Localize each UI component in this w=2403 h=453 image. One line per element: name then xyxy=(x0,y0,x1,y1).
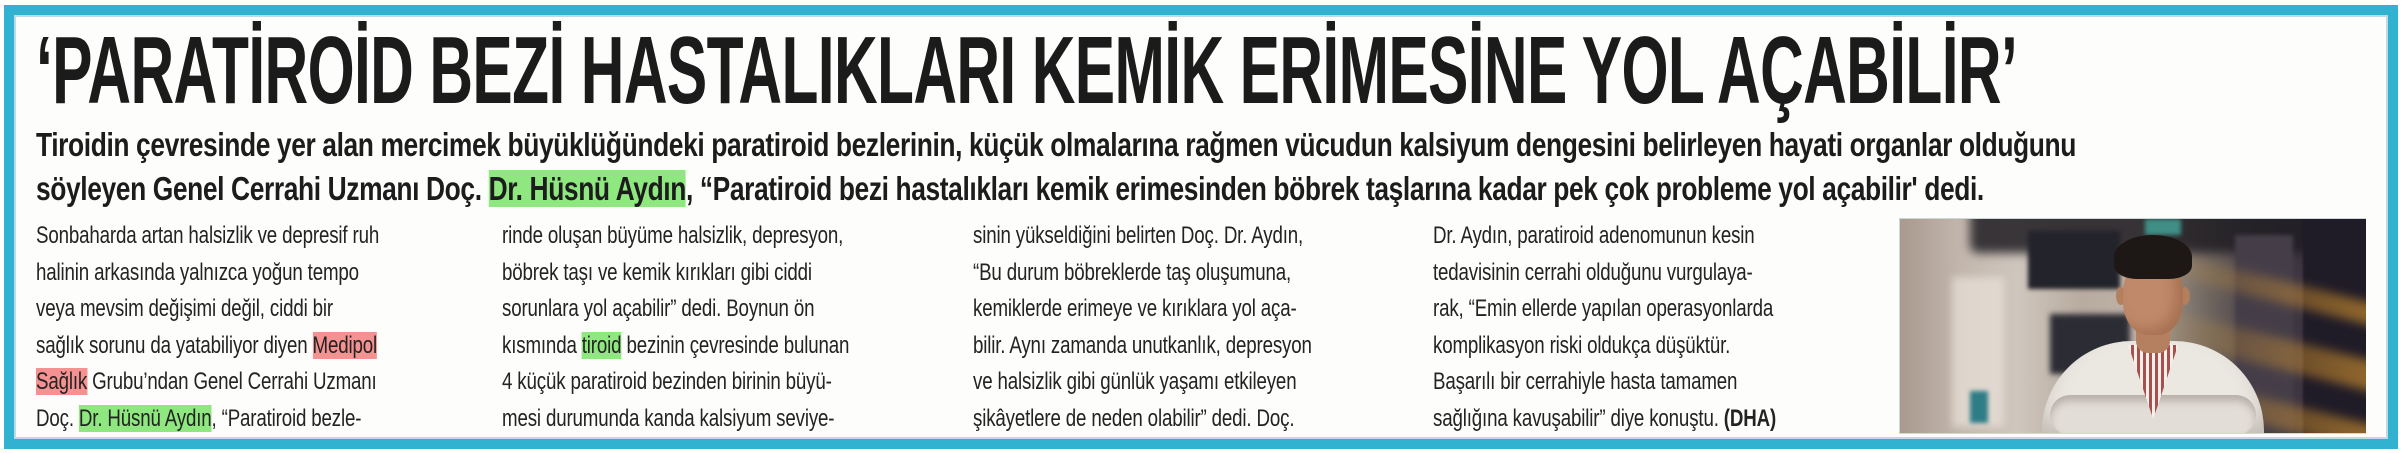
article-column-4 xyxy=(1433,218,1873,435)
article-column-4-text xyxy=(1433,218,1872,435)
text-line xyxy=(1433,401,1872,436)
subheadline-line2-text xyxy=(36,167,1984,211)
text-segment: bilir. Aynı zamanda unutkanlık, depresyon xyxy=(973,331,1312,359)
text-line xyxy=(973,364,1407,401)
highlighted-text: Sağlık xyxy=(36,368,88,395)
subheadline-line1 xyxy=(36,123,2366,167)
text-segment: Dr. Aydın, paratiroid adenomunun kesin xyxy=(1433,222,1755,249)
text-segment: bezinin çevresinde bulunan xyxy=(621,331,850,359)
subheadline-line1-text xyxy=(36,123,2076,167)
article-column-1 xyxy=(36,218,476,435)
text-line xyxy=(1433,328,1872,365)
highlighted-text: Dr. Hüsnü Aydın xyxy=(78,404,212,432)
text-segment: rak, “Emin ellerde yapılan operasyonlarda xyxy=(1433,295,1774,322)
text-segment: tedavisinin cerrahi olduğunu vurgulaya- xyxy=(1433,258,1754,286)
text-line xyxy=(502,364,947,401)
text-line xyxy=(502,255,947,292)
clip-frame xyxy=(4,5,2398,449)
article-column-1-text xyxy=(36,218,475,435)
text-segment: Tiroidin çevresinde yer alan mercimek büyüklüğündeki paratiroid bezlerinin, küçük olmalarına rağmen vücudun kalsiyum dengesini belirleyen hayati organlar olduğunu xyxy=(36,126,2076,163)
text-line xyxy=(36,291,475,328)
photo-ceiling-vent xyxy=(2145,219,2181,235)
text-line xyxy=(1433,255,1872,292)
text-line xyxy=(1433,291,1872,328)
text-segment: 4 küçük paratiroid bezinden birinin büyü- xyxy=(501,368,832,395)
text-line xyxy=(36,328,475,365)
text-segment: kemiklerde erimeye ve kırıklara yol aça- xyxy=(973,295,1297,322)
article-column-3 xyxy=(973,218,1407,435)
text-line xyxy=(36,255,475,292)
article-column-3-text xyxy=(973,218,1407,435)
article-column-2 xyxy=(502,218,947,435)
text-segment: komplikasyon riski oldukça düşüktür. xyxy=(1433,331,1731,359)
text-segment: sağlığına kavuşabilir” diye konuştu. xyxy=(1433,404,1725,432)
article-column-2-text xyxy=(502,218,947,435)
text-line xyxy=(36,218,475,255)
text-line xyxy=(502,291,947,328)
subheadline xyxy=(36,123,2366,211)
text-line xyxy=(36,401,475,436)
text-segment: , “Paratiroid bezle- xyxy=(211,404,362,432)
text-segment: sağlık sorunu da yatabiliyor diyen xyxy=(36,331,313,359)
text-line xyxy=(973,401,1407,436)
doctor-hair xyxy=(2114,235,2192,279)
text-segment: Başarılı bir cerrahiyle hasta tamamen xyxy=(1433,368,1738,395)
text-segment: “Bu durum böbreklerde taş oluşumuna, xyxy=(973,258,1292,286)
text-segment: mesi durumunda kanda kalsiyum seviye- xyxy=(501,404,835,432)
text-line xyxy=(973,218,1407,255)
highlighted-text: Medipol xyxy=(312,331,378,359)
text-segment: böbrek taşı ve kemik kırıkları gibi ciddi xyxy=(501,258,812,286)
text-line xyxy=(502,401,947,436)
headline-text: ‘PARATİROİD BEZİ HASTALIKLARI KEMİK ERİMESİNE YOL AÇABİLİR’ xyxy=(36,17,2018,124)
text-segment: sinin yükseldiğini belirten Doç. Dr. Aydın, xyxy=(973,222,1304,249)
text-line xyxy=(502,328,947,365)
doctor-photo xyxy=(1899,218,2366,434)
photo-bottle xyxy=(1970,391,1988,423)
highlighted-text: tiroid xyxy=(581,331,622,359)
text-line xyxy=(36,364,475,401)
text-segment: sorunlara yol açabilir” dedi. Boynun ön xyxy=(501,295,815,322)
text-line xyxy=(1433,364,1872,401)
text-segment: , “Paratiroid bezi hastalıkları kemik erimesinden böbrek taşlarına kadar pek çok probleme yol açabilir' dedi. xyxy=(685,170,1984,207)
text-segment: söyleyen Genel Cerrahi Uzmanı Doç. xyxy=(36,170,489,207)
text-segment: (DHA) xyxy=(1724,404,1777,432)
text-segment: veya mevsim değişimi değil, ciddi bir xyxy=(36,295,333,322)
photo-monitor-left xyxy=(2028,231,2120,289)
highlighted-text: Dr. Hüsnü Aydın xyxy=(488,170,686,207)
headline xyxy=(36,17,2366,124)
text-segment: Grubu’ndan Genel Cerrahi Uzmanı xyxy=(87,368,377,395)
text-line xyxy=(973,328,1407,365)
text-segment: Sonbaharda artan halsizlik ve depresif ruh xyxy=(36,222,380,249)
text-segment: Doç. xyxy=(36,404,79,432)
text-line xyxy=(973,255,1407,292)
text-line xyxy=(502,218,947,255)
photo-wall-panel xyxy=(2303,218,2366,434)
text-line xyxy=(973,291,1407,328)
text-segment: ve halsizlik gibi günlük yaşamı etkileyen xyxy=(973,368,1297,395)
text-segment: halinin arkasında yalnızca yoğun tempo xyxy=(36,258,359,286)
subheadline-line2 xyxy=(36,167,2366,211)
text-segment: kısmında xyxy=(501,331,582,359)
text-line xyxy=(1433,218,1872,255)
text-segment: rinde oluşan büyüme halsizlik, depresyon, xyxy=(501,222,844,249)
article-body xyxy=(36,218,2366,435)
clip-content xyxy=(36,17,2366,435)
text-segment: şikâyetlere de neden olabilir” dedi. Doç. xyxy=(973,404,1295,432)
